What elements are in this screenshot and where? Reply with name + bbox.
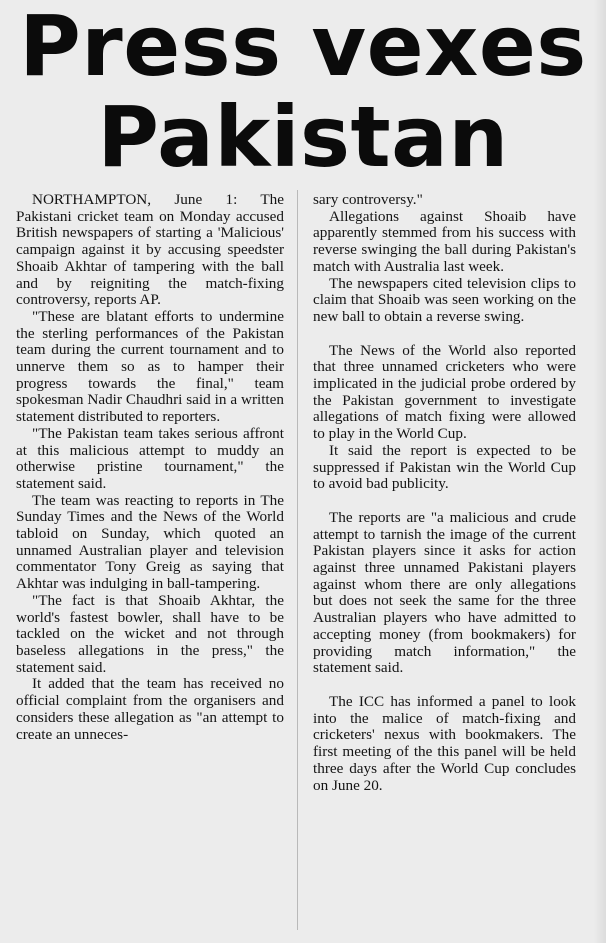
article-paragraph: The newspapers cited television clips to claim that Shoaib was seen working on the new ball to obtain a reverse swing.: [313, 274, 576, 325]
article-paragraph: The reports are "a malicious and crude attempt to tarnish the image of the current Pakistan players since it asks for action against three unnamed Pakistani players against whom there are only allegations but does not seek the same for the three Australian players who have admitted to accepting money (from bookmakers) for providing match information," the statement said.: [313, 508, 576, 677]
article-paragraph: It added that the team has received no official complaint from the organisers and considers these allegation as "an attempt to create an unneces-: [16, 675, 284, 743]
article-paragraph: "These are blatant efforts to undermine the sterling performances of the Pakistan team during the current tournament and to unnerve them so as to hamper their progress towards the final," team spokesman Nadir Chaudhri said in a written statement distributed to reporters.: [16, 307, 284, 426]
article-column-right: [313, 192, 576, 794]
headline-line-2: Pakistan: [97, 88, 509, 186]
article-paragraph: "The Pakistan team takes serious affront at this malicious attempt to muddy an otherwise pristine tournament," the statement said.: [16, 424, 284, 492]
article-paragraph: Allegations against Shoaib have apparently stemmed from his success with reverse swinging the ball during Pakistan's match with Australia last week.: [313, 207, 576, 275]
article-paragraph: The ICC has informed a panel to look into the malice of match-fixing and cricketers' nexus with bookmakers. The first meeting of the this panel will be held three days after the World Cup concludes on June 20.: [313, 692, 576, 794]
article-paragraph: The team was reacting to reports in The Sunday Times and the News of the World tabloid on Sunday, which quoted an unnamed Australian player and television commentator Tony Greig as saying that Akhtar was indulging in ball-tampering.: [16, 491, 284, 593]
column-divider: [297, 190, 298, 930]
article-paragraph: "The fact is that Shoaib Akhtar, the world's fastest bowler, shall have to be tackled on the wicket and not through baseless allegations in the press," the statement said.: [16, 591, 284, 676]
article-paragraph: The News of the World also reported that three unnamed cricketers who were implicated in the judicial probe ordered by the Pakistan government to investigate allegations of match fixing were allowed to play in the World Cup.: [313, 341, 576, 443]
page-edge-shadow: [594, 0, 606, 943]
article-paragraph: It said the report is expected to be suppressed if Pakistan win the World Cup to avoid bad publicity.: [313, 441, 576, 493]
headline-line-1: Press vexes: [19, 0, 587, 95]
article-column-left: [16, 192, 284, 743]
article-paragraph: NORTHAMPTON, June 1: The Pakistani cricket team on Monday accused British newspapers of starting a 'Malicious' campaign against it by accusing speedster Shoaib Akhtar of tampering with the ball and by reigniting the match-fixing controversy, reports AP.: [16, 191, 284, 309]
article-paragraph: sary controversy.": [313, 191, 423, 208]
